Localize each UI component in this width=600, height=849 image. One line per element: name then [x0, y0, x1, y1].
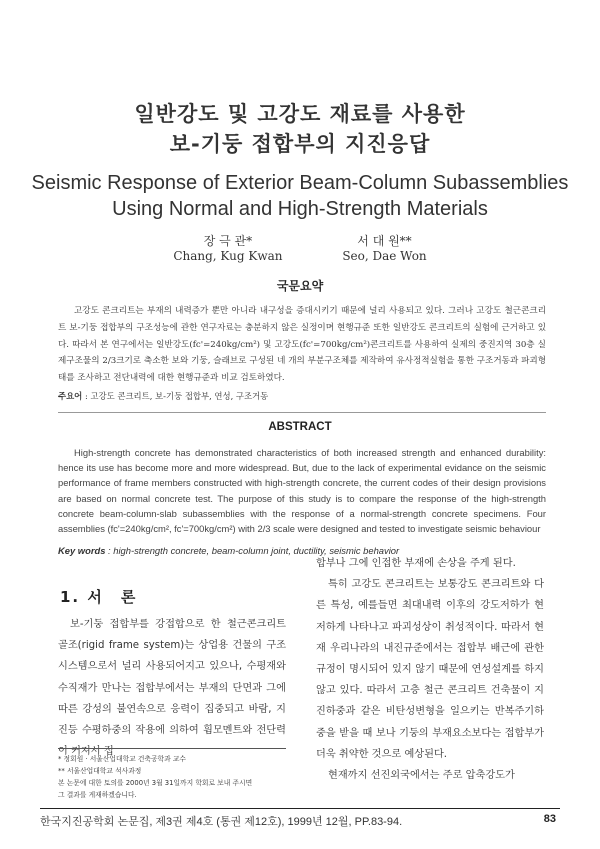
keywords-en-label: Key words — [58, 545, 106, 556]
abstract-en-text: High-strength concrete has demonstrated characteristics of both increased strength and enhanced durability: hence its use has become more and more widespread. But, due to the lack of experimental evidance on the seismic performance of frame members constructed with high-strength concrete, the current codes of their design provisions are based on normal concrete test. The purpose of this study is to compare the response of the high-strength concrete beam-column-slab subassemblies with the response of a normal-strength concrete specimens. Four assemblies (fc'=240kg/cm², fc'=700kg/cm²) with 2/3 scale were designed and tested to investigate seismic behaviour — [58, 447, 546, 535]
abstract-ko-text: 고강도 콘크리트는 부재의 내력증가 뿐만 아니라 내구성을 증대시키기 때문에 널리 사용되고 있다. 그러나 고강도 철근콘크리트 보-기둥 접합부의 구조성능에 관한 연구자료는 충분하지 않은 실정이며 현행규준 또한 일반강도 콘크리트의 실험에 근거하고 있다. 따라서 본 연구에서는 일반강도(fc'=240kg/cm²) 및 고강도(fc'=700kg/cm²)콘크리트를 사용하여 실제의 중진지역 30층 실제구조물의 2/3크기로 축소한 보와 기둥, 슬래브로 구성된 네 개의 부분구조체를 제작하여 유사정적실험을 통한 구조거동과 파괴형태를 조사하고 전단내력에 대한 현행규준과 비교 검토하였다. — [58, 306, 546, 384]
footer-rule — [40, 808, 560, 809]
divider — [58, 412, 546, 413]
title-ko-line1: 일반강도 및 고강도 재료를 사용한 — [134, 102, 466, 126]
title-en-line1: Seismic Response of Exterior Beam-Column Subassemblies — [31, 172, 569, 194]
author-2-name-en: Seo, Dae Won — [342, 249, 427, 263]
author-2 — [342, 232, 426, 263]
title-ko-line2: 보-기둥 접합부의 지진응답 — [169, 132, 431, 156]
page-number: 83 — [543, 813, 556, 825]
keywords-ko-text: : 고강도 콘크리트, 보-기둥 접합부, 연성, 구조거동 — [84, 391, 269, 401]
keywords-ko-label: 주요어 — [58, 391, 83, 401]
footnote: 본 논문에 대한 토의를 2000년 3월 31일까지 학회로 보내 주시면 — [58, 779, 253, 787]
footnote: 그 결과를 게재하겠습니다. — [58, 791, 137, 799]
body-left-column — [58, 614, 286, 762]
body-paragraph: 현재까지 선진외국에서는 주로 압축강도가 — [328, 770, 515, 782]
keywords-en-text: : high-strength concrete, beam-column joint, ductility, seismic behavior — [108, 545, 400, 556]
body-paragraph: 특히 고강도 콘크리트는 보통강도 콘크리트와 다른 특성, 예를들면 최대내력 이후의 강도저하가 현저하게 나타나고 파괴성상이 취성적이다. 따라서 현재 우리나라의 내진규준에서는 접합부 배근에 관한 규정이 명시되어 있지 않기 때문에 연성설계를 하지않고 있다. 따라서 고층 철근 콘크리트 건축물이 지진하중과 같은 비탄성변형을 일으키는 반복주기하중을 받을 때 보나 기둥의 부재요소보다는 접합부가 더욱 취약한 것으로 예상된다. — [316, 579, 544, 760]
author-1-name-ko: 장 극 관* — [203, 234, 253, 248]
footnote: ** 서울산업대학교 석사과정 — [58, 767, 142, 775]
footnotes — [58, 753, 286, 801]
section-title: 1. 서 론 — [60, 588, 138, 606]
footnote: * 정회원 · 서울산업대학교 건축공학과 교수 — [58, 755, 186, 763]
keywords-ko — [58, 390, 546, 402]
body-paragraph: 보-기둥 접합부를 강접합으로 한 철근콘크리트 골조(rigid frame system)는 상업용 건물의 구조 시스템으로서 널리 사용되어지고 있으나, 수평재와 수직재가 만나는 접합부에서는 부재의 단면과 그에 따른 강성의 불연속으로 응력이 집중되고 바람, 지진등 수평하중의 작용에 의하여 휨모멘트와 전단력이 커져서 접 — [58, 619, 286, 758]
author-2-name-ko: 서 대 원** — [357, 234, 412, 248]
body-paragraph: 합부나 그에 인접한 부재에 손상을 주게 된다. — [316, 558, 516, 569]
journal-citation: 한국지진공학회 논문집, 제3권 제4호 (통권 제12호), 1999년 12월, PP.83-94. — [40, 816, 403, 828]
author-1 — [173, 232, 282, 263]
abstract-ko-heading: 국문요약 — [276, 279, 324, 293]
body-right-column — [316, 553, 544, 786]
title-en-line2: Using Normal and High-Strength Materials — [112, 198, 488, 220]
author-list — [0, 232, 600, 263]
author-1-name-en: Chang, Kug Kwan — [173, 249, 283, 263]
abstract-en-heading: ABSTRACT — [268, 421, 332, 433]
footnote-rule — [58, 748, 286, 749]
